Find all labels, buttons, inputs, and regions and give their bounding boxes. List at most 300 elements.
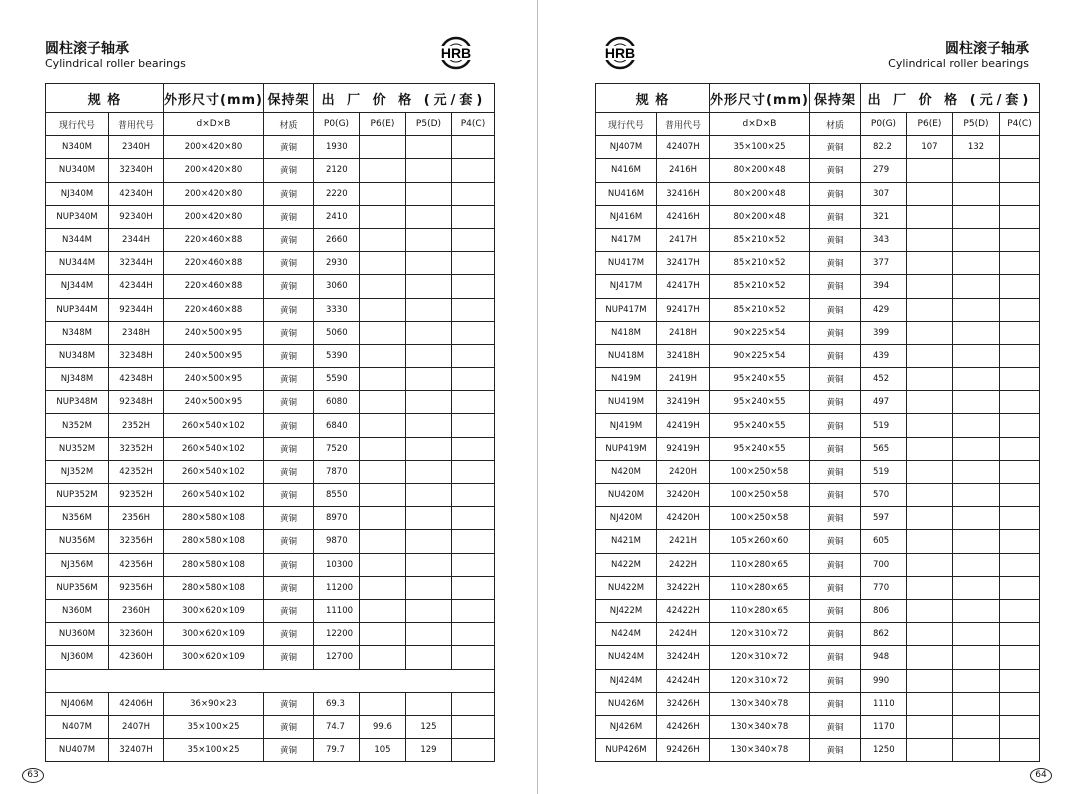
table-row (46, 321, 495, 344)
cell-current-code: NU360M (46, 623, 109, 646)
table-row (46, 298, 495, 321)
cell-material: 黄铜 (809, 623, 860, 646)
cell-price-p6: 99.6 (359, 715, 405, 738)
cell-price-p4 (451, 507, 494, 530)
cell-price-p0: 439 (860, 344, 906, 367)
cell-dimensions: 85×210×52 (710, 298, 810, 321)
header-p5: P5(D) (952, 113, 999, 136)
page-title-en: Cylindrical roller bearings (888, 57, 1029, 70)
cell-current-code: N360M (46, 599, 109, 622)
cell-price-p0: 7520 (313, 437, 359, 460)
cell-price-p4 (451, 275, 494, 298)
cell-price-p6 (359, 321, 405, 344)
header-dims: 外形尺寸(mm) (164, 84, 264, 113)
cell-common-code: 2418H (657, 321, 710, 344)
cell-price-p5 (405, 460, 451, 483)
cell-price-p5 (952, 460, 999, 483)
cell-common-code: 2416H (657, 159, 710, 182)
cell-current-code: N356M (46, 507, 109, 530)
cell-price-p4 (451, 530, 494, 553)
cell-current-code: N416M (596, 159, 657, 182)
cell-price-p4 (451, 739, 494, 762)
cell-price-p5 (405, 275, 451, 298)
cell-price-p5 (405, 623, 451, 646)
cell-price-p5: 129 (405, 739, 451, 762)
cell-current-code: NU407M (46, 739, 109, 762)
cell-price-p4 (999, 623, 1039, 646)
cell-current-code: NJ407M (596, 136, 657, 159)
page-title-cn: 圆柱滚子轴承 (45, 41, 129, 57)
cell-price-p5 (952, 368, 999, 391)
cell-current-code: NU348M (46, 344, 109, 367)
header-current-code: 现行代号 (596, 113, 657, 136)
cell-price-p4 (451, 344, 494, 367)
cell-current-code: NUP352M (46, 484, 109, 507)
table-row (596, 182, 1040, 205)
table-row (596, 576, 1040, 599)
cell-price-p6 (906, 344, 952, 367)
cell-price-p4 (451, 205, 494, 228)
cell-common-code: 2420H (657, 460, 710, 483)
cell-dimensions: 240×500×95 (164, 391, 264, 414)
table-row (46, 599, 495, 622)
cell-price-p5 (952, 484, 999, 507)
cell-dimensions: 130×340×78 (710, 739, 810, 762)
cell-price-p5 (952, 553, 999, 576)
table-row (596, 460, 1040, 483)
cell-dimensions: 85×210×52 (710, 228, 810, 251)
cell-common-code: 32418H (657, 344, 710, 367)
cell-common-code: 32356H (109, 530, 164, 553)
cell-price-p5 (952, 205, 999, 228)
cell-price-p6 (906, 252, 952, 275)
cell-price-p5 (952, 715, 999, 738)
cell-price-p5 (952, 344, 999, 367)
cell-dimensions: 220×460×88 (164, 228, 264, 251)
cell-price-p5 (405, 599, 451, 622)
cell-price-p0: 321 (860, 205, 906, 228)
cell-price-p4 (451, 437, 494, 460)
table-row (596, 599, 1040, 622)
cell-price-p0: 700 (860, 553, 906, 576)
cell-current-code: N348M (46, 321, 109, 344)
cell-material: 黄铜 (263, 414, 313, 437)
cell-price-p5 (405, 692, 451, 715)
cell-current-code: NJ348M (46, 368, 109, 391)
table-row (46, 530, 495, 553)
cell-price-p0: 1110 (860, 692, 906, 715)
cell-current-code: NUP340M (46, 205, 109, 228)
header-dxdxb: d×D×B (164, 113, 264, 136)
cell-price-p4 (999, 228, 1039, 251)
cell-dimensions: 80×200×48 (710, 159, 810, 182)
cell-price-p0: 279 (860, 159, 906, 182)
cell-current-code: NJ340M (46, 182, 109, 205)
cell-common-code: 32352H (109, 437, 164, 460)
cell-price-p6 (906, 298, 952, 321)
cell-current-code: NU416M (596, 182, 657, 205)
cell-material: 黄铜 (263, 344, 313, 367)
cell-price-p4 (999, 599, 1039, 622)
cell-current-code: N417M (596, 228, 657, 251)
cell-price-p4 (999, 414, 1039, 437)
cell-price-p5 (952, 275, 999, 298)
cell-common-code: 32348H (109, 344, 164, 367)
header-common-code: 普用代号 (109, 113, 164, 136)
cell-price-p4 (999, 484, 1039, 507)
cell-price-p6 (359, 576, 405, 599)
bearing-table-right (595, 83, 1040, 762)
cell-dimensions: 220×460×88 (164, 275, 264, 298)
cell-current-code: NJ420M (596, 507, 657, 530)
cell-price-p4 (451, 414, 494, 437)
cell-price-p6 (906, 182, 952, 205)
table-row (46, 414, 495, 437)
cell-price-p6 (359, 692, 405, 715)
cell-price-p4 (999, 530, 1039, 553)
cell-price-p5 (405, 252, 451, 275)
cell-material: 黄铜 (809, 252, 860, 275)
cell-price-p4 (451, 182, 494, 205)
table-row (46, 437, 495, 460)
table-row (596, 530, 1040, 553)
cell-price-p5 (405, 484, 451, 507)
cell-material: 黄铜 (809, 553, 860, 576)
cell-price-p6 (906, 368, 952, 391)
cell-price-p6 (906, 275, 952, 298)
cell-material: 黄铜 (263, 298, 313, 321)
cell-dimensions: 280×580×108 (164, 530, 264, 553)
cell-price-p5 (952, 646, 999, 669)
table-row (46, 739, 495, 762)
cell-price-p6 (906, 715, 952, 738)
cell-price-p0: 69.3 (313, 692, 359, 715)
cell-current-code: NU352M (46, 437, 109, 460)
cell-price-p6 (906, 159, 952, 182)
cell-dimensions: 100×250×58 (710, 484, 810, 507)
cell-material: 黄铜 (809, 205, 860, 228)
cell-common-code: 2417H (657, 228, 710, 251)
cell-common-code: 32420H (657, 484, 710, 507)
cell-common-code: 42406H (109, 692, 164, 715)
cell-dimensions: 200×420×80 (164, 182, 264, 205)
cell-dimensions: 280×580×108 (164, 576, 264, 599)
cell-common-code: 42419H (657, 414, 710, 437)
cell-material: 黄铜 (263, 692, 313, 715)
cell-dimensions: 95×240×55 (710, 368, 810, 391)
cell-material: 黄铜 (809, 715, 860, 738)
table-row (46, 182, 495, 205)
cell-current-code: N340M (46, 136, 109, 159)
table-row (596, 553, 1040, 576)
cell-price-p6 (906, 321, 952, 344)
cell-price-p5 (405, 414, 451, 437)
cell-price-p0: 806 (860, 599, 906, 622)
cell-price-p5 (405, 437, 451, 460)
cell-price-p5 (952, 739, 999, 762)
table-row (596, 484, 1040, 507)
table-row (46, 252, 495, 275)
cell-common-code: 32340H (109, 159, 164, 182)
table-row (46, 692, 495, 715)
cell-price-p6 (359, 344, 405, 367)
cell-price-p6 (906, 553, 952, 576)
cell-dimensions: 100×250×58 (710, 507, 810, 530)
table-row (596, 623, 1040, 646)
cell-dimensions: 260×540×102 (164, 484, 264, 507)
cell-price-p4 (451, 692, 494, 715)
cell-common-code: 42416H (657, 205, 710, 228)
table-row (46, 228, 495, 251)
cell-material: 黄铜 (809, 368, 860, 391)
table-row (46, 715, 495, 738)
cell-price-p0: 605 (860, 530, 906, 553)
cell-material: 黄铜 (809, 692, 860, 715)
table-row (46, 159, 495, 182)
cell-common-code: 92340H (109, 205, 164, 228)
cell-price-p5 (405, 507, 451, 530)
cell-dimensions: 280×580×108 (164, 507, 264, 530)
header-p0: P0(G) (860, 113, 906, 136)
cell-common-code: 32422H (657, 576, 710, 599)
cell-price-p4 (999, 298, 1039, 321)
svg-text:HRB: HRB (604, 45, 636, 61)
cell-material: 黄铜 (263, 182, 313, 205)
cell-price-p4 (999, 553, 1039, 576)
table-row (596, 715, 1040, 738)
cell-price-p5 (952, 252, 999, 275)
cell-material: 黄铜 (263, 553, 313, 576)
cell-material: 黄铜 (263, 739, 313, 762)
cell-common-code: 42422H (657, 599, 710, 622)
cell-price-p4 (999, 507, 1039, 530)
cell-price-p6 (906, 205, 952, 228)
hrb-logo-icon (432, 36, 480, 70)
cell-dimensions: 300×620×109 (164, 646, 264, 669)
cell-material: 黄铜 (809, 576, 860, 599)
cell-material: 黄铜 (263, 530, 313, 553)
header-cage: 保持架 (809, 84, 860, 113)
header-price: 出 厂 价 格 (元/套) (313, 84, 494, 113)
cell-price-p0: 11200 (313, 576, 359, 599)
cell-price-p5 (952, 576, 999, 599)
cell-price-p5 (405, 368, 451, 391)
header-material: 材质 (263, 113, 313, 136)
cell-price-p0: 2660 (313, 228, 359, 251)
cell-price-p5 (952, 228, 999, 251)
cell-price-p6 (359, 136, 405, 159)
cell-common-code: 2407H (109, 715, 164, 738)
cell-price-p5 (952, 182, 999, 205)
cell-current-code: N424M (596, 623, 657, 646)
cell-price-p5 (405, 530, 451, 553)
header-cage: 保持架 (263, 84, 313, 113)
cell-price-p4 (451, 646, 494, 669)
cell-current-code: NJ344M (46, 275, 109, 298)
cell-common-code: 42426H (657, 715, 710, 738)
cell-material: 黄铜 (809, 646, 860, 669)
cell-material: 黄铜 (263, 623, 313, 646)
cell-material: 黄铜 (809, 437, 860, 460)
cell-common-code: 2348H (109, 321, 164, 344)
cell-dimensions: 120×310×72 (710, 623, 810, 646)
cell-current-code: N422M (596, 553, 657, 576)
cell-dimensions: 35×100×25 (164, 715, 264, 738)
cell-common-code: 92426H (657, 739, 710, 762)
cell-price-p5 (405, 205, 451, 228)
cell-price-p4 (451, 391, 494, 414)
cell-common-code: 42407H (657, 136, 710, 159)
cell-common-code: 32426H (657, 692, 710, 715)
table-row (46, 646, 495, 669)
cell-current-code: NU417M (596, 252, 657, 275)
bearing-table-left (45, 83, 495, 762)
cell-common-code: 42420H (657, 507, 710, 530)
cell-price-p6 (359, 484, 405, 507)
cell-price-p6 (359, 553, 405, 576)
cell-dimensions: 260×540×102 (164, 414, 264, 437)
cell-price-p6 (359, 599, 405, 622)
cell-current-code: NUP417M (596, 298, 657, 321)
cell-price-p6 (359, 391, 405, 414)
cell-price-p0: 12200 (313, 623, 359, 646)
table-row (596, 252, 1040, 275)
cell-dimensions: 200×420×80 (164, 159, 264, 182)
cell-price-p4 (999, 646, 1039, 669)
cell-price-p6 (906, 228, 952, 251)
cell-common-code: 42417H (657, 275, 710, 298)
cell-material: 黄铜 (809, 159, 860, 182)
cell-current-code: NJ419M (596, 414, 657, 437)
cell-price-p0: 862 (860, 623, 906, 646)
cell-common-code: 92348H (109, 391, 164, 414)
cell-common-code: 42360H (109, 646, 164, 669)
cell-dimensions: 80×200×48 (710, 182, 810, 205)
cell-price-p4 (999, 205, 1039, 228)
cell-price-p0: 519 (860, 414, 906, 437)
cell-dimensions: 85×210×52 (710, 275, 810, 298)
cell-common-code: 92419H (657, 437, 710, 460)
cell-dimensions: 260×540×102 (164, 460, 264, 483)
cell-price-p5 (952, 321, 999, 344)
cell-price-p4 (451, 298, 494, 321)
cell-price-p0: 399 (860, 321, 906, 344)
cell-price-p0: 79.7 (313, 739, 359, 762)
cell-material: 黄铜 (809, 228, 860, 251)
cell-price-p4 (999, 252, 1039, 275)
cell-dimensions: 90×225×54 (710, 344, 810, 367)
cell-common-code: 32407H (109, 739, 164, 762)
cell-material: 黄铜 (263, 252, 313, 275)
cell-dimensions: 110×280×65 (710, 599, 810, 622)
cell-dimensions: 120×310×72 (710, 669, 810, 692)
cell-price-p0: 7870 (313, 460, 359, 483)
cell-dimensions: 220×460×88 (164, 298, 264, 321)
cell-dimensions: 110×280×65 (710, 553, 810, 576)
cell-price-p6 (906, 739, 952, 762)
cell-material: 黄铜 (263, 484, 313, 507)
cell-material: 黄铜 (263, 205, 313, 228)
cell-price-p0: 770 (860, 576, 906, 599)
cell-dimensions: 95×240×55 (710, 437, 810, 460)
cell-material: 黄铜 (809, 414, 860, 437)
cell-price-p0: 12700 (313, 646, 359, 669)
cell-price-p4 (451, 623, 494, 646)
table-row (46, 205, 495, 228)
table-row (596, 391, 1040, 414)
cell-material: 黄铜 (809, 484, 860, 507)
cell-price-p5 (405, 159, 451, 182)
cell-common-code: 2424H (657, 623, 710, 646)
cell-current-code: NJ360M (46, 646, 109, 669)
cell-material: 黄铜 (263, 275, 313, 298)
cell-current-code: NU356M (46, 530, 109, 553)
cell-dimensions: 240×500×95 (164, 344, 264, 367)
cell-current-code: NJ416M (596, 205, 657, 228)
cell-common-code: 32424H (657, 646, 710, 669)
cell-material: 黄铜 (809, 275, 860, 298)
cell-dimensions: 200×420×80 (164, 136, 264, 159)
table-row (596, 298, 1040, 321)
cell-material: 黄铜 (809, 298, 860, 321)
table-row (46, 136, 495, 159)
cell-price-p0: 8550 (313, 484, 359, 507)
header-p4: P4(C) (999, 113, 1039, 136)
cell-price-p0: 5590 (313, 368, 359, 391)
cell-price-p4 (451, 159, 494, 182)
cell-common-code: 2421H (657, 530, 710, 553)
cell-price-p0: 3060 (313, 275, 359, 298)
cell-dimensions: 35×100×25 (710, 136, 810, 159)
cell-current-code: N419M (596, 368, 657, 391)
cell-price-p5 (952, 599, 999, 622)
cell-common-code: 32419H (657, 391, 710, 414)
cell-material: 黄铜 (263, 321, 313, 344)
table-row (46, 484, 495, 507)
spacer-row (46, 669, 495, 692)
table-row (596, 669, 1040, 692)
cell-price-p0: 74.7 (313, 715, 359, 738)
table-row (596, 136, 1040, 159)
cell-price-p5 (952, 692, 999, 715)
cell-dimensions: 200×420×80 (164, 205, 264, 228)
cell-price-p6 (359, 252, 405, 275)
cell-price-p6 (359, 460, 405, 483)
cell-price-p0: 2220 (313, 182, 359, 205)
cell-price-p5 (952, 437, 999, 460)
cell-price-p4 (451, 576, 494, 599)
header-material: 材质 (809, 113, 860, 136)
cell-price-p0: 343 (860, 228, 906, 251)
cell-price-p6 (359, 228, 405, 251)
cell-price-p6 (906, 692, 952, 715)
hrb-logo-icon (596, 36, 644, 70)
cell-price-p5: 125 (405, 715, 451, 738)
cell-common-code: 92344H (109, 298, 164, 321)
cell-dimensions: 300×620×109 (164, 623, 264, 646)
table-row (46, 553, 495, 576)
cell-price-p4 (451, 460, 494, 483)
cell-material: 黄铜 (809, 460, 860, 483)
table-row (596, 275, 1040, 298)
cell-current-code: NJ424M (596, 669, 657, 692)
cell-current-code: NU418M (596, 344, 657, 367)
cell-current-code: NUP419M (596, 437, 657, 460)
table-row (596, 368, 1040, 391)
cell-common-code: 42348H (109, 368, 164, 391)
cell-price-p5 (405, 182, 451, 205)
table-row (46, 623, 495, 646)
